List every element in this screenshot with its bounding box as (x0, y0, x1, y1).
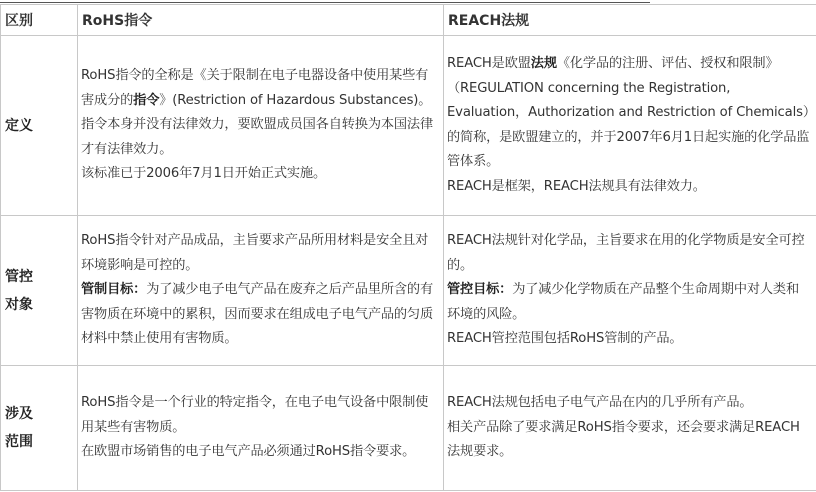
row-label (1, 216, 78, 366)
row-label-line: 定义 (5, 117, 33, 134)
text-run: 为了减少化学物质在产品整个生命周期中对人类和环境的风险。 (447, 282, 800, 322)
text-run: REACH法规包括电子电气产品在内的几乎所有产品。 (447, 395, 753, 411)
rohs-reach-comparison-table (0, 4, 816, 491)
row-label-line: 管控 (5, 268, 33, 285)
bold-text: 管控目标： (447, 282, 513, 298)
rohs-paragraph (81, 229, 439, 278)
reach-paragraph (447, 416, 812, 465)
reach-paragraph (447, 327, 812, 352)
text-run: REACH是欧盟 (447, 56, 531, 71)
rohs-cell (78, 366, 444, 491)
rohs-paragraph (81, 278, 439, 352)
reach-cell (444, 36, 816, 216)
rohs-paragraph (81, 391, 439, 440)
bold-text: 指令 (133, 92, 160, 108)
rohs-cell (78, 36, 444, 216)
row-label-line: 对象 (5, 296, 33, 313)
table-row (1, 366, 816, 491)
reach-paragraph (447, 175, 812, 200)
row-label-line: 涉及 (5, 406, 33, 422)
text-run: RoHS指令是一个行业的特定指令，在电子电气设备中限制使用某些有害物质。 (81, 395, 429, 435)
table-row (1, 216, 816, 366)
text-run: REACH法规针对化学品，主旨要求在用的化学物质是安全可控的。 (447, 233, 805, 273)
text-run: REACH管控范围包括RoHS管制的产品。 (447, 331, 683, 347)
row-label (1, 36, 78, 216)
reach-paragraph (447, 229, 812, 278)
text-run: 相关产品除了要求满足RoHS指令要求，还会要求满足REACH法规要求。 (447, 419, 800, 460)
row-label-line: 范围 (5, 434, 33, 450)
table-header-row (1, 5, 816, 36)
bold-text: 管制目标： (81, 282, 147, 298)
reach-paragraph (447, 391, 812, 416)
text-run: 《化学品的注册、评估、授权和限制》（REGULATION concerning the Registration, Evaluation，Authorization and Restriction of Chemicals）的简称，是欧盟建立的，并于2007年6月1日起实施的化学品监管体系。 (447, 56, 810, 169)
text-run: REACH是框架，REACH法规具有法律效力。 (447, 178, 706, 194)
rohs-paragraph (81, 162, 439, 187)
reach-paragraph (447, 52, 812, 175)
reach-paragraph (447, 278, 812, 327)
row-label (1, 366, 78, 491)
header-reach: REACH法规 (444, 5, 816, 36)
bold-text: 法规 (530, 56, 557, 71)
header-rohs: RoHS指令 (78, 5, 444, 36)
table-row (1, 36, 816, 216)
header-difference: 区别 (1, 5, 78, 36)
rohs-paragraph (81, 64, 439, 162)
rohs-paragraph (81, 440, 439, 465)
text-run: 为了减少电子电气产品在废弃之后产品里所含的有害物质在环境中的累积，因而要求在组成电子电气产品的匀质材料中禁止使用有害物质。 (81, 282, 434, 347)
reach-cell (444, 366, 816, 491)
text-run: 该标准已于2006年7月1日开始正式实施。 (81, 166, 327, 182)
rohs-cell (78, 216, 444, 366)
top-rule (0, 2, 650, 3)
text-run: 》(Restriction of Hazardous Substances)。指令本身并没有法律效力，要欧盟成员国各自转换为本国法律才有法律效力。 (81, 92, 434, 157)
text-run: RoHS指令针对产品成品，主旨要求产品所用材料是安全且对环境影响是可控的。 (81, 233, 429, 273)
text-run: 在欧盟市场销售的电子电气产品必须通过RoHS指令要求。 (81, 444, 416, 460)
reach-cell (444, 216, 816, 366)
text-run: RoHS指令的全称是《关于限制在电子电器设备中使用某些有害成分的 (81, 68, 429, 108)
